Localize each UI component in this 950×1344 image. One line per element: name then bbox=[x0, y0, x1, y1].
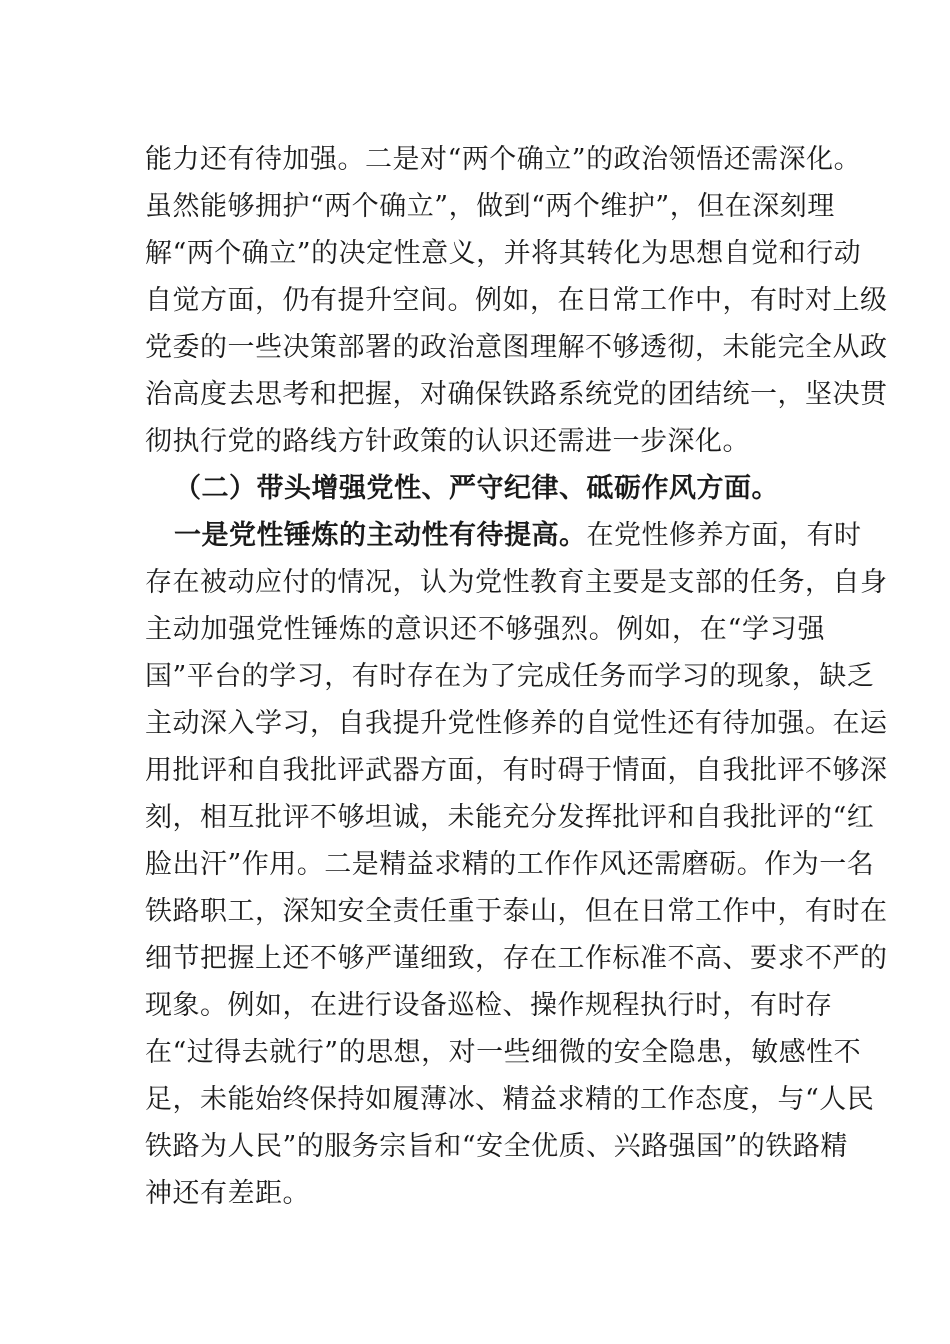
text-line: 虽然能够拥护“两个确立”，做到“两个维护”，但在深刻理 bbox=[145, 191, 835, 222]
paragraph-lead-bold: 一是党性锤炼的主动性有待提高。 bbox=[174, 520, 587, 551]
text-line: 能力还有待加强。二是对“两个确立”的政治领悟还需深化。 bbox=[145, 144, 862, 175]
text-line: 细节把握上还不够严谨细致，存在工作标准不高、要求不严的 bbox=[145, 943, 888, 974]
text-line: 治高度去思考和把握，对确保铁路系统党的团结统一，坚决贯 bbox=[145, 379, 888, 410]
text-line: 国”平台的学习，有时存在为了完成任务而学习的现象，缺乏 bbox=[145, 661, 875, 692]
text-line: 主动深入学习，自我提升党性修养的自觉性还有待加强。在运 bbox=[145, 708, 888, 739]
text-line: 铁路为人民”的服务宗旨和“安全优质、兴路强国”的铁路精 bbox=[145, 1131, 848, 1162]
text-line: 现象。例如，在进行设备巡检、操作规程执行时，有时存 bbox=[145, 990, 833, 1021]
text-line: 铁路职工，深知安全责任重于泰山，但在日常工作中，有时在 bbox=[145, 896, 888, 927]
text-line: 神还有差距。 bbox=[145, 1178, 310, 1209]
text-line: 自觉方面，仍有提升空间。例如，在日常工作中，有时对上级 bbox=[145, 285, 888, 316]
paragraph-first-line-rest: 在党性修养方面，有时 bbox=[586, 520, 862, 551]
text-line: 用批评和自我批评武器方面，有时碍于情面，自我批评不够深 bbox=[145, 755, 888, 786]
text-line: 党委的一些决策部署的政治意图理解不够透彻，未能完全从政 bbox=[145, 332, 888, 363]
text-line: 主动加强党性锤炼的意识还不够强烈。例如，在“学习强 bbox=[145, 614, 825, 645]
text-line: 脸出汗”作用。二是精益求精的工作作风还需磨砺。作为一名 bbox=[145, 849, 875, 880]
text-line: 存在被动应付的情况，认为党性教育主要是支部的任务，自身 bbox=[145, 567, 888, 598]
text-line: 刻，相互批评不够坦诚，未能充分发挥批评和自我批评的“红 bbox=[145, 802, 875, 833]
text-line: 在“过得去就行”的思想，对一些细微的安全隐患，敏感性不 bbox=[145, 1037, 862, 1068]
text-line: 解“两个确立”的决定性意义，并将其转化为思想自觉和行动 bbox=[145, 238, 862, 269]
text-line: 足，未能始终保持如履薄冰、精益求精的工作态度，与“人民 bbox=[145, 1084, 875, 1115]
text-line: 彻执行党的路线方针政策的认识还需进一步深化。 bbox=[145, 426, 750, 457]
section-heading: （二）带头增强党性、严守纪律、砥砺作风方面。 bbox=[174, 473, 779, 504]
paragraph-first-line bbox=[174, 516, 862, 556]
